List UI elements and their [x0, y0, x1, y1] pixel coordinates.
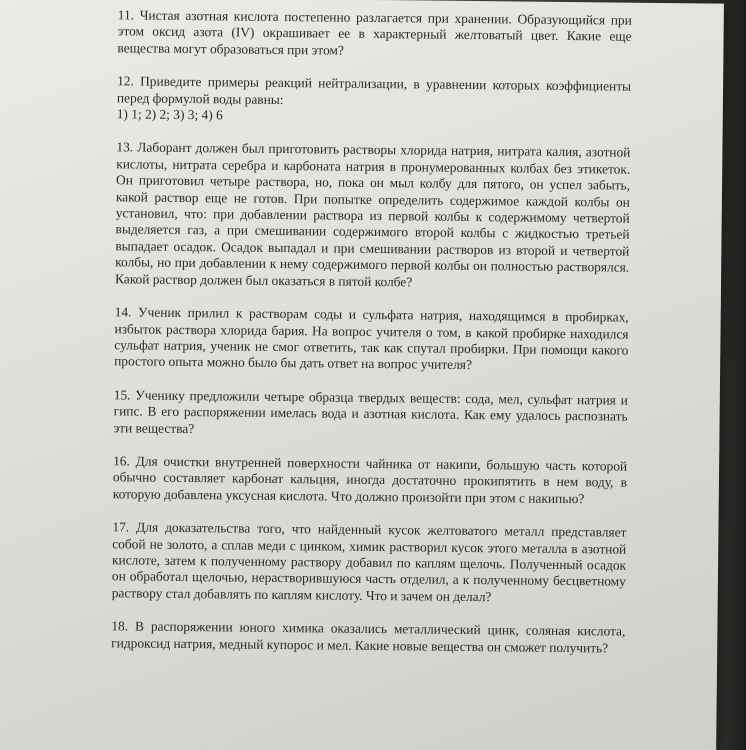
task-17-number: 17. [112, 519, 130, 535]
task-11-number: 11. [117, 7, 135, 23]
task-11 [117, 7, 631, 62]
task-18 [111, 618, 625, 656]
task-17-text: Для доказательства того, что найденный кусок желтоватого металл представляет собой не золото, а сплав меди с цинком, химик растворил кусок этого металла в азотной кислоте, затем к полученному раствору добавил по каплям щелочь. Полученный осадок он обработал щелочью, нерастворившуюся часть отделил, а к полученному бесцветному раствору стал добавлять по каплям кислоту. Что и зачем он делал? [111, 519, 627, 605]
task-16 [113, 453, 627, 508]
task-13-number: 13. [116, 139, 134, 155]
task-14-body [114, 304, 629, 375]
edge-shadow [722, 0, 746, 750]
task-12-text: Приведите примеры реакций нейтрализации, в уравнении которых коэффициенты перед формулой воды равны: [116, 73, 632, 107]
task-15 [113, 387, 627, 442]
task-13 [115, 140, 631, 293]
task-16-number: 16. [113, 453, 130, 469]
task-12-options: 1) 1; 2) 2; 3) 3; 4) 6 [116, 106, 223, 123]
task-15-text: Ученику предложили четыре образца твердых веществ: сода, мел, сульфат натрия и гипс. В его распоряжении имелась вода и азотная кислота. Как ему удалось распознать эти вещества? [113, 387, 628, 436]
task-16-text: Для очистки внутренней поверхности чайника от накипи, большую часть которой обычно составляет карбонат кальция, иногда достаточно прокипятить в нем воду, в которую добавлена уксусная кислота. Что должно произойти при этом с накипью? [112, 453, 628, 506]
task-18-number: 18. [111, 618, 129, 634]
task-14-text: Ученик прилил к растворам соды и сульфата натрия, находящимся в пробирках, избыток раствора хлорида бария. На вопрос учителя о том, в какой пробирке находился сульфат натрия, ученик не смог ответить, так как спутал пробирки. При помощи какого простого опыта можно было бы дать ответ на вопрос учителя? [114, 304, 629, 373]
task-14 [114, 304, 629, 375]
task-12-number: 12. [117, 73, 134, 89]
task-18-body [111, 618, 625, 656]
task-14-number: 14. [114, 304, 132, 320]
task-17-body [112, 519, 627, 606]
task-12 [117, 74, 631, 129]
task-11-body [117, 7, 631, 62]
task-17 [112, 519, 627, 606]
task-13-body [115, 140, 631, 293]
task-16-body [113, 453, 627, 508]
task-18-text: В распоряжении юного химика оказались металлический цинк, соляная кислота, гидроксид натрия, медный купорос и мел. Какие новые вещества он сможет получить? [111, 618, 626, 656]
task-list [111, 7, 632, 673]
task-13-text: Лаборант должен был приготовить растворы хлорида натрия, нитрата калия, азотной кислоты, нитрата серебра и карбоната натрия в пронумерованных колбах без этикеток. Он приготовил четыре раствора, но, пока он мыл колбу для пятого, он успел забыть, какой раствор еще не готов. При попытке определить содержимое каждой колбы он установил, что: при добавлении раствора из первой колбы к содержимому четвертой выделяется газ, а при смешивании содержимого второй колбы с жидкостью третьей выпадает осадок. Осадок выпадал и при смешивании растворов из второй и четвертой колбы, но при добавлении к нему содержимого первой колбы он полностью растворялся. Какой раствор должен был оказаться в пятой колбе? [114, 139, 631, 290]
task-12-body [117, 74, 631, 112]
task-15-body [113, 387, 627, 442]
task-15-number: 15. [113, 386, 131, 403]
task-11-text: Чистая азотная кислота постепенно разлагается при хранении. Образующийся при этом оксид азота (IV) окрашивает ее в характерный желтоватый цвет. Какие еще вещества могут образоваться при этом? [117, 7, 632, 58]
